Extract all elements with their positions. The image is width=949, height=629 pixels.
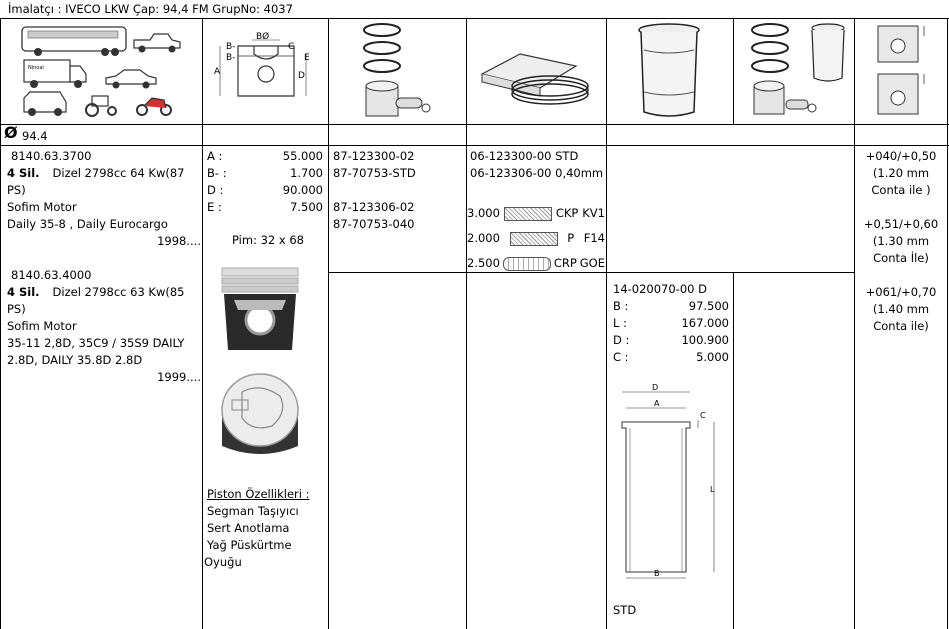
oversize-mm: (1.40 mm — [872, 302, 930, 316]
engine-desc-2: PS) — [7, 183, 26, 197]
piston-dimension-icon — [214, 30, 318, 102]
spec-key: A : — [207, 149, 223, 163]
diameter-value: 94.4 — [22, 129, 48, 143]
engine-code: 8140.63.3700 — [11, 149, 92, 163]
kit-codes — [333, 148, 416, 233]
liner-key: D : — [613, 333, 630, 347]
piston-side-image — [218, 266, 302, 354]
svg-text:D: D — [652, 383, 659, 392]
oversize-3 — [855, 284, 947, 335]
ring-code: 06-123300-00 STD — [470, 149, 579, 163]
ring-name: P — [567, 231, 575, 245]
ring-set-icon — [480, 44, 594, 108]
vehicles-icon — [20, 22, 190, 118]
ring-brand: F14 — [583, 231, 605, 245]
engine-models-2: 2.8D, DAILY 35.8D 2.8D — [7, 353, 143, 367]
engine-maker: Sofim Motor — [7, 319, 77, 333]
spec-key: D : — [207, 183, 224, 197]
liner-dimension-icon — [614, 380, 724, 584]
liner-value: 167.000 — [681, 316, 729, 330]
cylinder-liner-icon — [634, 22, 704, 120]
engine-desc: Dizel 2798cc 64 Kw(87 — [52, 166, 185, 180]
kit-code: 87-123306-02 — [333, 200, 415, 214]
svg-text:C: C — [288, 42, 295, 52]
ring-code: 06-123306-00 0,40mm — [470, 166, 604, 180]
liner-value: 5.000 — [696, 350, 729, 364]
spec-value: 90.000 — [282, 183, 323, 197]
spec-value: 7.500 — [290, 200, 323, 214]
svg-text:BØ: BØ — [256, 32, 270, 42]
svg-text:B-: B- — [226, 53, 236, 63]
oversize-range: +061/+0,70 — [865, 285, 937, 299]
engine-year: 1999.... — [157, 370, 201, 384]
engine-cyl: 4 Sil. — [7, 285, 40, 299]
engine-code: 8140.63.4000 — [11, 268, 92, 282]
liner-code: 14-020070-00 D — [613, 282, 707, 296]
piston-crown-image — [218, 372, 302, 460]
engine-cyl: 4 Sil. — [7, 166, 40, 180]
full-kit-icon — [748, 22, 848, 120]
feature-item: Oyuğu — [204, 555, 242, 569]
ring-size: 2.000 — [467, 231, 500, 245]
oversize-range: +0,51/+0,60 — [863, 217, 939, 231]
kit-code: 87-123300-02 — [333, 149, 415, 163]
svg-text:B-: B- — [226, 42, 236, 52]
ring-profile-icon — [504, 207, 552, 221]
engine-desc-2: PS) — [7, 302, 26, 316]
feature-item: Yağ Püskürtme — [207, 538, 292, 552]
oversize-note: Conta ile) — [873, 319, 929, 333]
engine-maker: Sofim Motor — [7, 200, 77, 214]
oversize-2 — [855, 216, 947, 267]
svg-text:A: A — [654, 399, 660, 408]
oversize-range: +040/+0,50 — [865, 149, 937, 163]
oversize-note: Conta İle) — [873, 251, 929, 265]
spec-value: 1.700 — [290, 166, 323, 180]
liner-value: 97.500 — [688, 299, 729, 313]
ring-brand: KV1 — [582, 206, 605, 220]
svg-text:A: A — [214, 67, 221, 77]
piston-pin: Pim: 32 x 68 — [232, 233, 304, 247]
svg-text:L: L — [710, 485, 715, 494]
svg-text:Ninoal: Ninoal — [28, 65, 44, 71]
liner-key: C : — [613, 350, 629, 364]
engine-models: Daily 35-8 , Daily Eurocargo — [7, 217, 168, 231]
oversize-mm: (1.30 mm — [872, 234, 930, 248]
liner-std: STD — [613, 603, 637, 617]
ring-codes — [470, 148, 603, 182]
ring-brand: GOE — [579, 256, 605, 270]
liner-specs — [613, 281, 729, 366]
liner-key: L : — [613, 316, 627, 330]
ring-profile-icon — [503, 257, 551, 271]
svg-text:C: C — [700, 411, 706, 420]
ring-size: 2.500 — [467, 256, 500, 270]
liner-value: 100.900 — [681, 333, 729, 347]
engine-year: 1998.... — [157, 234, 201, 248]
features-title: Piston Özellikleri : — [207, 487, 310, 501]
header-title: İmalatçı : IVECO LKW Çap: 94,4 FM GrupNo: 4037 — [8, 2, 293, 16]
feature-item: Sert Anotlama — [207, 521, 290, 535]
kit-code: 87-70753-040 — [333, 217, 415, 231]
engine-1 — [7, 148, 201, 250]
spec-key: E : — [207, 200, 222, 214]
oversize-note: Conta ile ) — [871, 183, 931, 197]
svg-text:D: D — [298, 71, 305, 81]
ring-size: 3.000 — [467, 206, 500, 220]
oversize-piston-icon — [872, 22, 932, 122]
liner-key: B : — [613, 299, 629, 313]
spec-value: 55.000 — [282, 149, 323, 163]
feature-item: Segman Taşıyıcı — [207, 504, 299, 518]
piston-features — [204, 486, 328, 571]
ring-name: CRP — [553, 256, 577, 270]
svg-text:E: E — [304, 53, 310, 63]
oversize-1 — [855, 148, 947, 199]
engine-desc: Dizel 2798cc 63 Kw(85 — [52, 285, 185, 299]
oversize-mm: (1.20 mm — [872, 166, 930, 180]
engine-models: 35-11 2,8D, 35C9 / 35S9 DAILY — [7, 336, 185, 350]
ring-profile-icon — [510, 232, 558, 246]
ring-types — [467, 201, 605, 276]
spec-key: B- : — [207, 166, 227, 180]
kit-code: 87-70753-STD — [333, 166, 416, 180]
piston-kit-icon — [356, 22, 436, 122]
ring-name: CKP — [555, 206, 579, 220]
diameter-icon: Ø — [4, 123, 18, 142]
engine-2 — [7, 267, 201, 386]
svg-text:B: B — [654, 569, 660, 578]
piston-specs — [207, 148, 323, 216]
